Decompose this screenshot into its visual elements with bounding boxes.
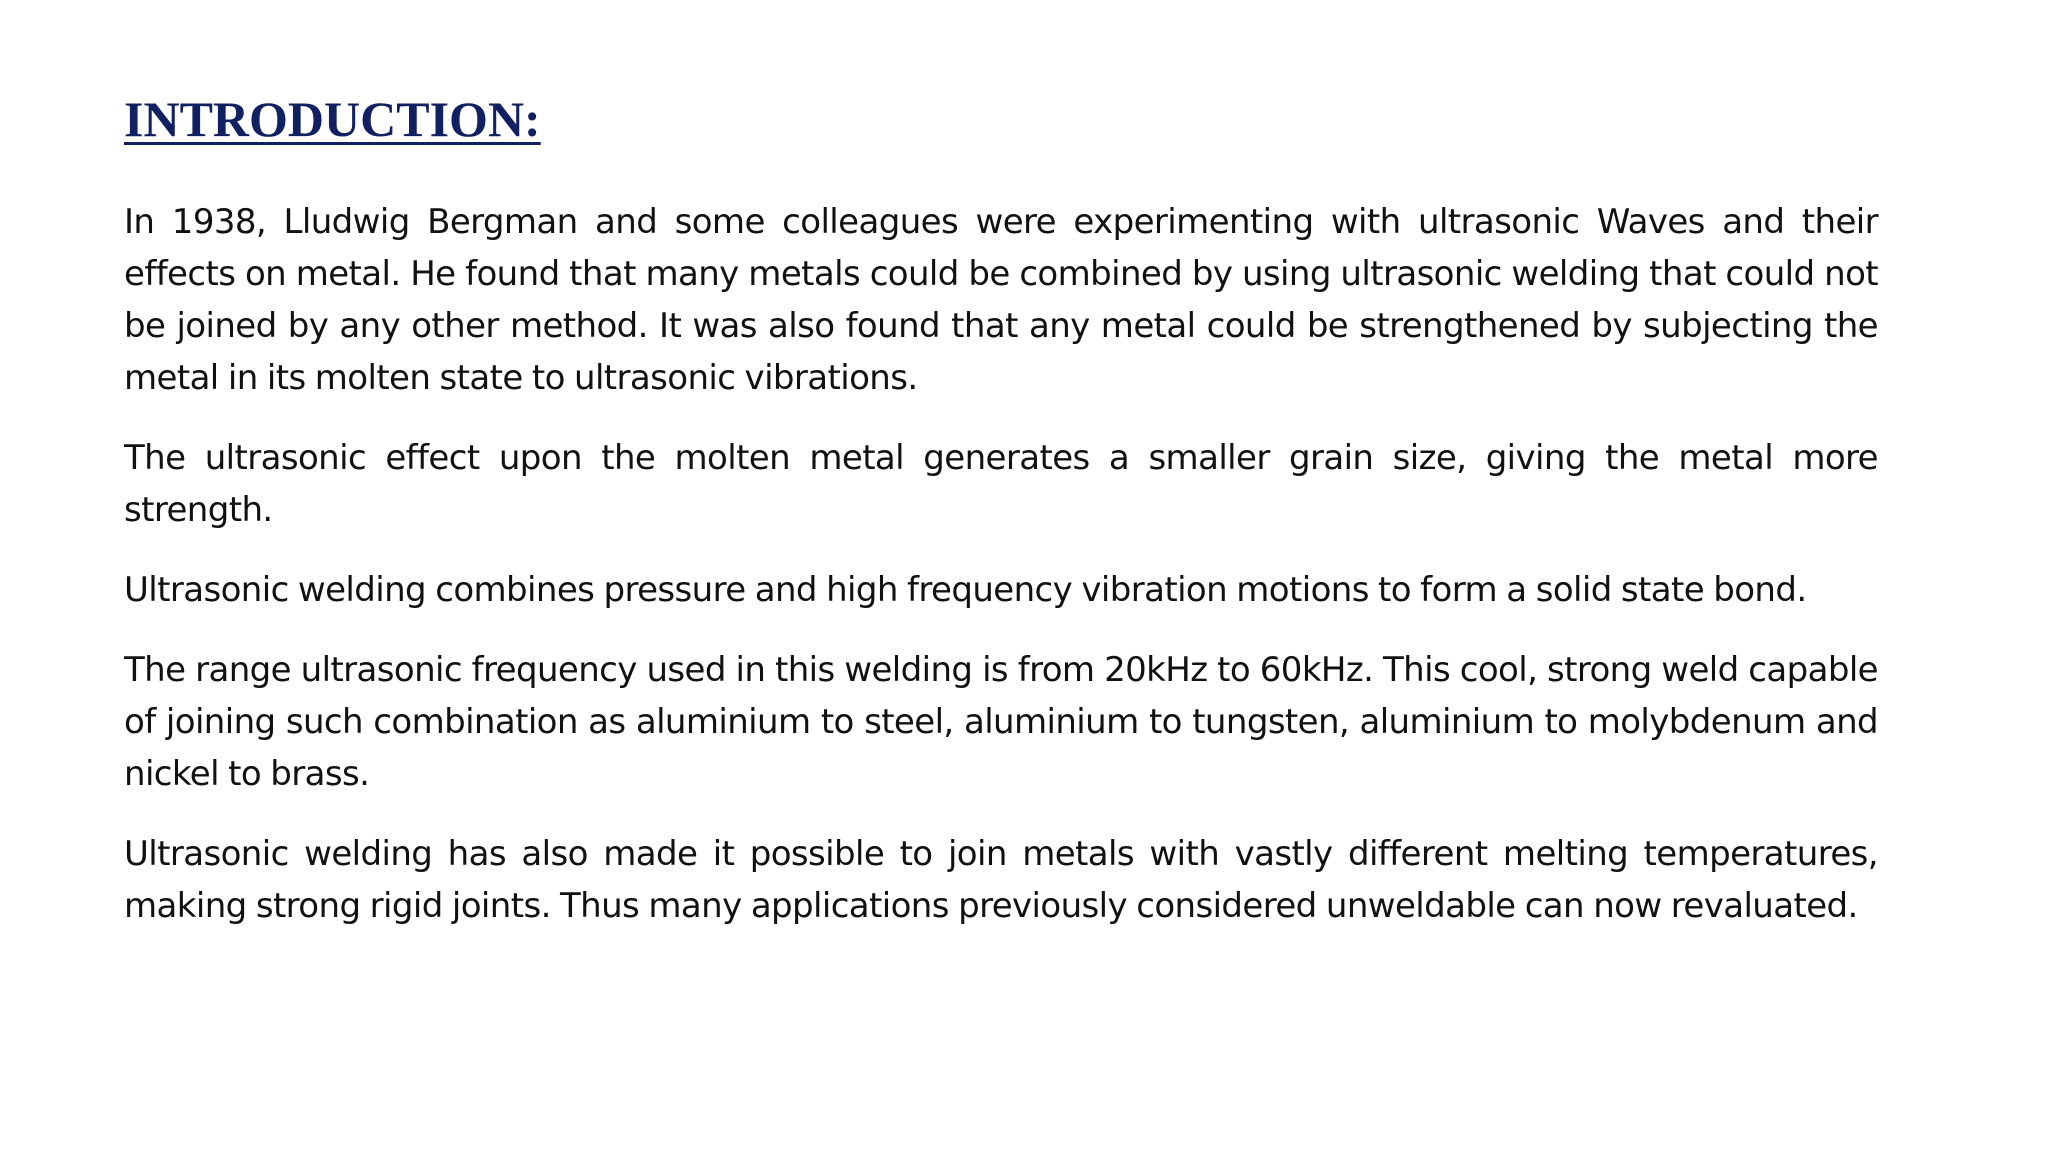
paragraph-frequency-range: The range ultrasonic frequency used in this welding is from 20kHz to 60kHz. This cool, strong weld capable of joining such combination as aluminium to steel, aluminium to tungsten, aluminium to molybdenum and nickel to brass. [124, 650, 1878, 794]
paragraph-applications: Ultrasonic welding has also made it possible to join metals with vastly different melting temperatures, making strong rigid joints. Thus many applications previously considered unweldable can now revaluated. [124, 834, 1878, 926]
paragraph-pressure-vibration: Ultrasonic welding combines pressure and high frequency vibration motions to form a solid state bond. [124, 570, 1807, 610]
slide-body [124, 196, 1878, 932]
paragraph-history: In 1938, Lludwig Bergman and some colleagues were experimenting with ultrasonic Waves and their effects on metal. He found that many metals could be combined by using ultrasonic welding that could not be joined by any other method. It was also found that any metal could be strengthened by subjecting the metal in its molten state to ultrasonic vibrations. [124, 202, 1878, 398]
paragraph-grain-size: The ultrasonic effect upon the molten metal generates a smaller grain size, giving the metal more strength. [124, 438, 1878, 530]
slide-title: INTRODUCTION: [124, 91, 541, 147]
